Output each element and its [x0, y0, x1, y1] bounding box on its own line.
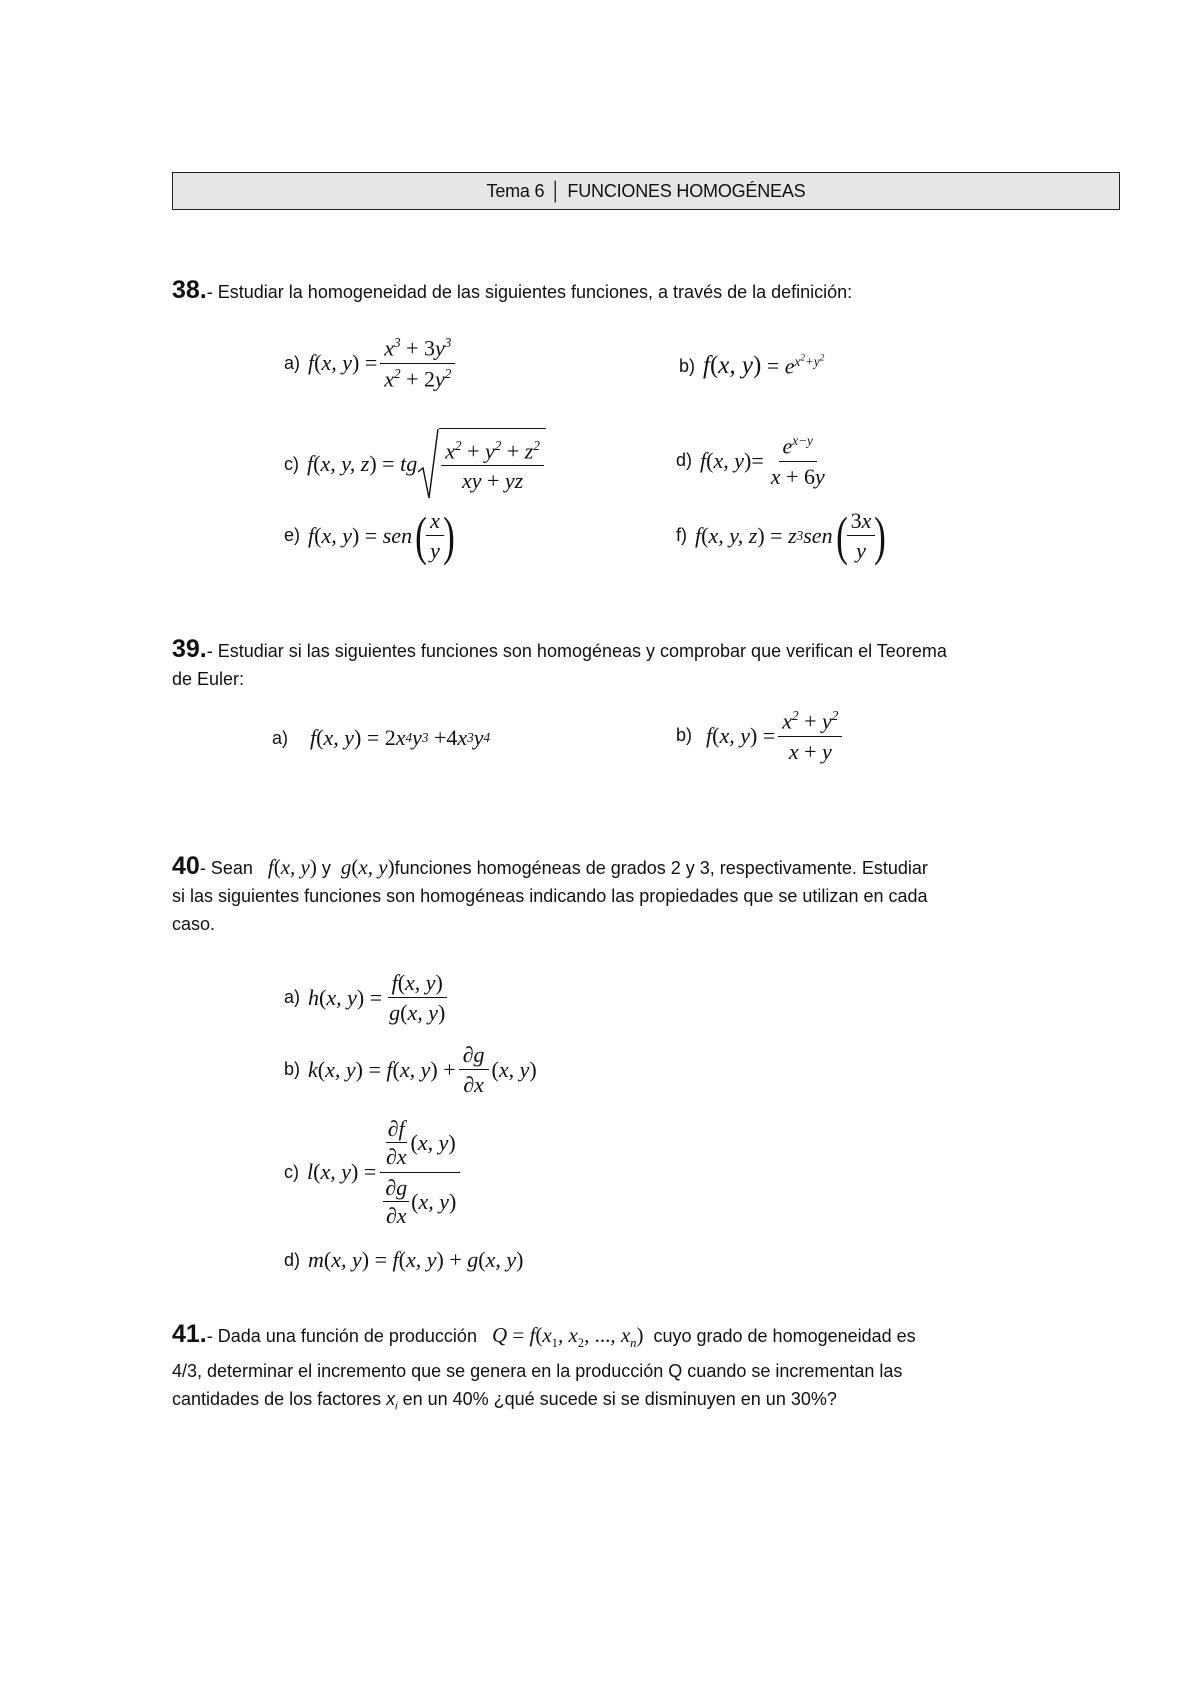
item-label: a): [272, 727, 289, 748]
problem-39-number: 39.: [172, 635, 207, 663]
p38-item-c: c) f ( x, y, z ) = tg $\frac{x^2 + y^2 + z^2}{xy + yz}$: [284, 428, 546, 500]
p39-item-b: b) f ( x, y ) = $\frac{x^2 + y^2}{x + y}$: [676, 708, 845, 764]
item-label: a): [284, 987, 301, 1008]
item-label: f): [676, 525, 687, 546]
problem-41-text-a: - Dada una función de producción: [206, 1326, 477, 1346]
problem-41-text-line-3b: en un 40% ¿qué sucede si se disminuyen en un 30%?: [402, 1389, 837, 1410]
p40-item-c: c) l ( x, y ) = $\frac{\partial f}{\partial x}$ ( x, y ) $\frac{\partial g}{\partial x}$ ( x, y ): [284, 1116, 463, 1228]
problem-41-statement: 41.- Dada una función de producción $Q = f(x_1$, $x_2$, ..., $x_n$) cuyo grado de homogeneidad es 4/3, determinar el incremento que se genera en la producción Q cuando se incrementan las cantidades de los factores $x_i$ en un 40% ¿qué sucede si se disminuyen en un 30%?: [172, 1320, 1132, 1421]
p40-item-d: d) m ( x, y ) = f ( x, y ) + g ( x, y ): [284, 1247, 524, 1272]
p38-item-f: f) f ( x, y, z ) = z 3 sen ( $\frac{3x}{y}$ ): [676, 505, 887, 566]
p40-item-b: b) k ( x, y ) = f ( x, y ) + $\frac{\partial g}{\partial x}$ ( x, y ): [284, 1042, 537, 1098]
problem-38-statement: [172, 276, 852, 306]
p40-item-a: a) h ( x, y ) = $\frac{f(x, y)}{g(x, y)}$: [284, 970, 446, 1026]
problem-40-number: 40: [172, 852, 200, 880]
problem-41-text-b: cuyo grado de homogeneidad es: [653, 1326, 916, 1346]
problem-39-text-line-2: de Euler:: [172, 669, 245, 689]
problem-40-statement: 40- Sean f(x, y) y g(x, y)funciones homogéneas de grados 2 y 3, respectivamente. Estudiar si las siguientes funciones son homogéneas indicando las propiedades que se utilizan en cada caso.: [172, 852, 1132, 938]
item-label: a): [284, 352, 301, 373]
problem-38-number: 38.: [172, 276, 207, 304]
p39-item-a: a) f ( x, y ) = 2 x 4 y 3 + 4 x 3 y 4: [272, 725, 491, 750]
item-label: d): [676, 450, 693, 471]
item-label: e): [284, 525, 301, 546]
topic-number: Tema 6: [486, 180, 545, 201]
problem-40-text-a: - Sean: [199, 858, 253, 878]
p38-item-a: a) f ( x, y ) = $\frac{x^3 + 3y^3}{x^2 + 2y^2}$: [284, 335, 458, 391]
item-label: d): [284, 1249, 301, 1270]
topic-header: [172, 172, 1120, 210]
problem-40-text-c: funciones homogéneas de grados 2 y 3, respectivamente. Estudiar: [394, 858, 928, 878]
header-separator: │: [550, 180, 562, 201]
p38-item-b: b) f ( x, y ) = $e^{x^2+y^2}$: [679, 352, 825, 379]
problem-39-text-line-1: - Estudiar si las siguientes funciones son homogéneas y comprobar que verifican el Teorema: [206, 641, 947, 661]
square-root: $\frac{x^2 + y^2 + z^2}{xy + yz}$: [417, 428, 546, 500]
problem-40-text-line-3: caso.: [172, 914, 216, 934]
problem-41-number: 41.: [172, 1320, 207, 1348]
p38-item-e: e) f ( x, y ) = sen ( $\frac{x}{y}$ ): [284, 505, 455, 566]
item-label: b): [284, 1059, 301, 1080]
problem-38-text: - Estudiar la homogeneidad de las siguientes funciones, a través de la definición:: [206, 282, 853, 302]
item-label: c): [284, 453, 299, 474]
problem-41-text-line-2: 4/3, determinar el incremento que se genera en la producción Q cuando se incrementan las: [172, 1361, 903, 1382]
item-label: b): [676, 725, 693, 746]
item-label: b): [679, 355, 696, 376]
topic-title: FUNCIONES HOMOGÉNEAS: [567, 180, 806, 201]
problem-39-statement: [172, 635, 1132, 693]
p38-item-d: d) f ( x, y ) = $\frac{e^{x-y}}{x + 6y}$: [676, 433, 825, 489]
item-label: c): [284, 1161, 299, 1182]
problem-41-text-line-3a: cantidades de los factores: [172, 1389, 382, 1410]
problem-40-text-b: y: [321, 858, 331, 878]
problem-40-text-line-2: si las siguientes funciones son homogéneas indicando las propiedades que se utilizan en cada: [172, 886, 928, 906]
